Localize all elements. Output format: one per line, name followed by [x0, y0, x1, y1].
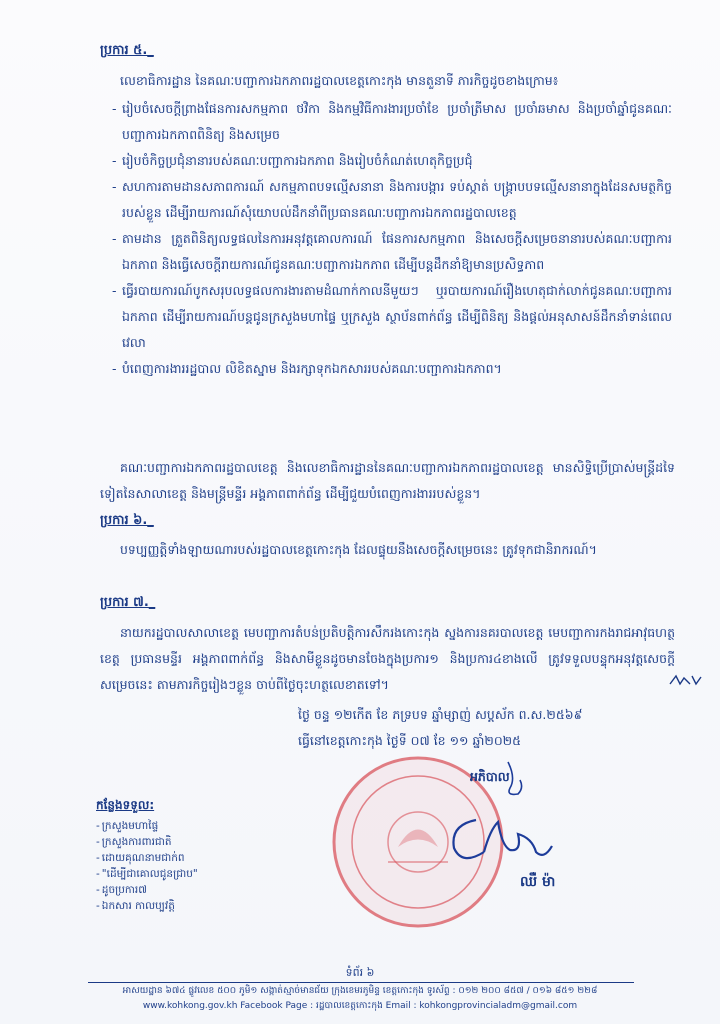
- article-7-title: ប្រការ ៧._: [100, 595, 156, 610]
- lunar-date-line: ថ្ងៃ ចន្ទ ១២កើត ខែ ភទ្របទ ឆ្នាំម្សាញ់ សប្តស័ក ព.ស.២៥៦៩: [298, 707, 583, 722]
- footer-contacts: [60, 1000, 660, 1013]
- signer-name: ឈឺ ម៉ា: [520, 874, 556, 890]
- article-6-title: ប្រការ ៦._: [100, 513, 154, 528]
- recipient-item: - ក្រសួងមហាផ្ទៃ: [96, 818, 198, 834]
- recipient-item: - ក្រសួងការពារជាតិ: [96, 834, 198, 850]
- bullet-4: - តាមដាន ត្រួតពិនិត្យលទ្ធផលនៃការអនុវត្តគោលការណ៍ ផែនការសកម្មភាព និងសេចក្តីសម្រេចនានារបស់គណៈបញ្ជាការឯកភាព និងធ្វើសេចក្តីរាយការណ៍ជូនគណៈបញ្ជាការឯកភាព ដើម្បីបន្តដឹកនាំឱ្យមានប្រសិទ្ធភាព: [112, 226, 672, 278]
- article-7-body: នាយករដ្ឋបាលសាលាខេត្ត មេបញ្ជាការតំបន់ប្រតិបត្តិការសឹករងកោះកុង ស្នងការនគរបាលខេត្ត មេបញ្ជាការកងរាជអាវុធហត្ថខេត្ត ប្រធានមន្ទីរ អង្គភាពពាក់ព័ន្ធ និងសាមីខ្លួនដូចមានចែងក្នុងប្រការ១ និងប្រការ៤ខាងលើ ត្រូវទទួលបន្ទុកអនុវត្តសេចក្តីសម្រេចនេះ តាមភារកិច្ចរៀងៗខ្លួន ចាប់ពីថ្ងៃចុះហត្ថលេខាតទៅ។: [100, 625, 675, 692]
- recipient-item: - "ដើម្បីជាគោលជូនជ្រាប": [96, 866, 198, 882]
- article-6-body: បទប្បញ្ញត្តិទាំងឡាយណារបស់រដ្ឋបាលខេត្តកោះកុង ដែលផ្ទុយនឹងសេចក្តីសម្រេចនេះ ត្រូវទុកជានិរាករណ៍។: [120, 542, 597, 557]
- bullet-6: - បំពេញការងាររដ្ឋបាល លិខិតស្នាម និងរក្សាទុកឯកសាររបស់គណៈបញ្ជាការឯកភាព។: [112, 356, 672, 382]
- bullet-3: - សហការតាមដានសភាពការណ៍ សកម្មភាពបទល្មើសនានា និងការបង្ការ ទប់ស្កាត់ បង្ក្រាបបទល្មើសនានាក្នុងដែនសមត្ថកិច្ចរបស់ខ្លួន ដើម្បីរាយការណ៍សុំយោបល់ដឹកនាំពីប្រធានគណៈបញ្ជាការឯកភាពរដ្ឋបាលខេត្ត: [112, 174, 672, 226]
- initials-mark-icon: [668, 672, 704, 688]
- article-5-title: ប្រការ ៥._: [100, 43, 154, 58]
- page-number: ទំព័រ ៦: [345, 966, 375, 979]
- footer-address: អាសយដ្ឋាន ៦៧៤ ផ្លូវលេខ ៥០០ ភូមិ១ សង្កាត់ស្មាច់មានជ័យ ក្រុងខេមរភូមិន្ទ ខេត្តកោះកុង ទូរស័ព្ទ : ០១២ ២០០ ៨៥៧ / ០១៦ ៨៥១ ២២៨: [122, 986, 598, 996]
- recipients-title: កន្លែងទទួល:: [96, 798, 155, 812]
- handwritten-signature-icon: [440, 800, 560, 870]
- article-5-closing: គណៈបញ្ជាការឯកភាពរដ្ឋបាលខេត្ត និងលេខាធិការដ្ឋាននៃគណៈបញ្ជាការឯកភាពរដ្ឋបាលខេត្ត មានសិទ្ធិប្រើប្រាស់មន្ត្រីដទៃទៀតនៃសាលាខេត្ត និងមន្ត្រីមន្ទីរ អង្គភាពពាក់ព័ន្ធ ដើម្បីជួយបំពេញការងាររបស់ខ្លួន។: [100, 460, 675, 501]
- footer-divider: [88, 982, 634, 983]
- recipient-item: - ដោយគុណនាមជាក់ព: [96, 850, 198, 866]
- footer-facebook: Facebook Page : រដ្ឋបាលខេត្តកោះកុង: [240, 1001, 383, 1011]
- bullet-5: - ធ្វើរបាយការណ៍បូកសរុបលទ្ធផលការងារតាមដំណាក់កាលនីមួយៗ ឬរបាយការណ៍រឿងហេតុជាក់លាក់ជូនគណៈបញ្ជាការឯកភាព ដើម្បីរាយការណ៍បន្តជូនក្រសួងមហាផ្ទៃ ឬក្រសួង ស្ថាប័នពាក់ព័ន្ធ ដើម្បីពិនិត្យ និងផ្តល់អនុសាសន៍ដឹកនាំទាន់ពេលវេលា: [112, 278, 672, 356]
- issued-date-line: ធ្វើនៅខេត្តកោះកុង ថ្ងៃទី ០៧ ខែ ១១ ឆ្នាំ២០២៥: [298, 733, 521, 748]
- bullet-2: - រៀបចំកិច្ចប្រជុំនានារបស់គណៈបញ្ជាការឯកភាព និងរៀបចំកំណត់ហេតុកិច្ចប្រជុំ: [112, 148, 672, 174]
- recipient-item: - ឯកសារ កាលប្បវត្តិ: [96, 898, 198, 914]
- footer-website: www.kohkong.gov.kh: [142, 1001, 238, 1011]
- signer-title: អភិបាល: [470, 769, 510, 784]
- recipient-item: - ដូចប្រការ៧: [96, 882, 198, 898]
- bullet-1: - រៀបចំសេចក្តីព្រាងផែនការសកម្មភាព ថវិកា និងកម្មវិធីការងារប្រចាំខែ ប្រចាំត្រីមាស ប្រចាំឆមាស និងប្រចាំឆ្នាំជូនគណៈបញ្ជាការឯកភាពពិនិត្យ និងសម្រេច: [112, 96, 672, 148]
- article-5-intro: លេខាធិការដ្ឋាន នៃគណៈបញ្ជាការឯកភាពរដ្ឋបាលខេត្តកោះកុង មានតួនាទី ភារកិច្ចដូចខាងក្រោម៖: [120, 73, 559, 88]
- recipients-list: [96, 818, 198, 914]
- footer-email: Email : kohkongprovincialadm@gmail.com: [385, 1001, 578, 1011]
- article-5-bullets: [112, 96, 672, 382]
